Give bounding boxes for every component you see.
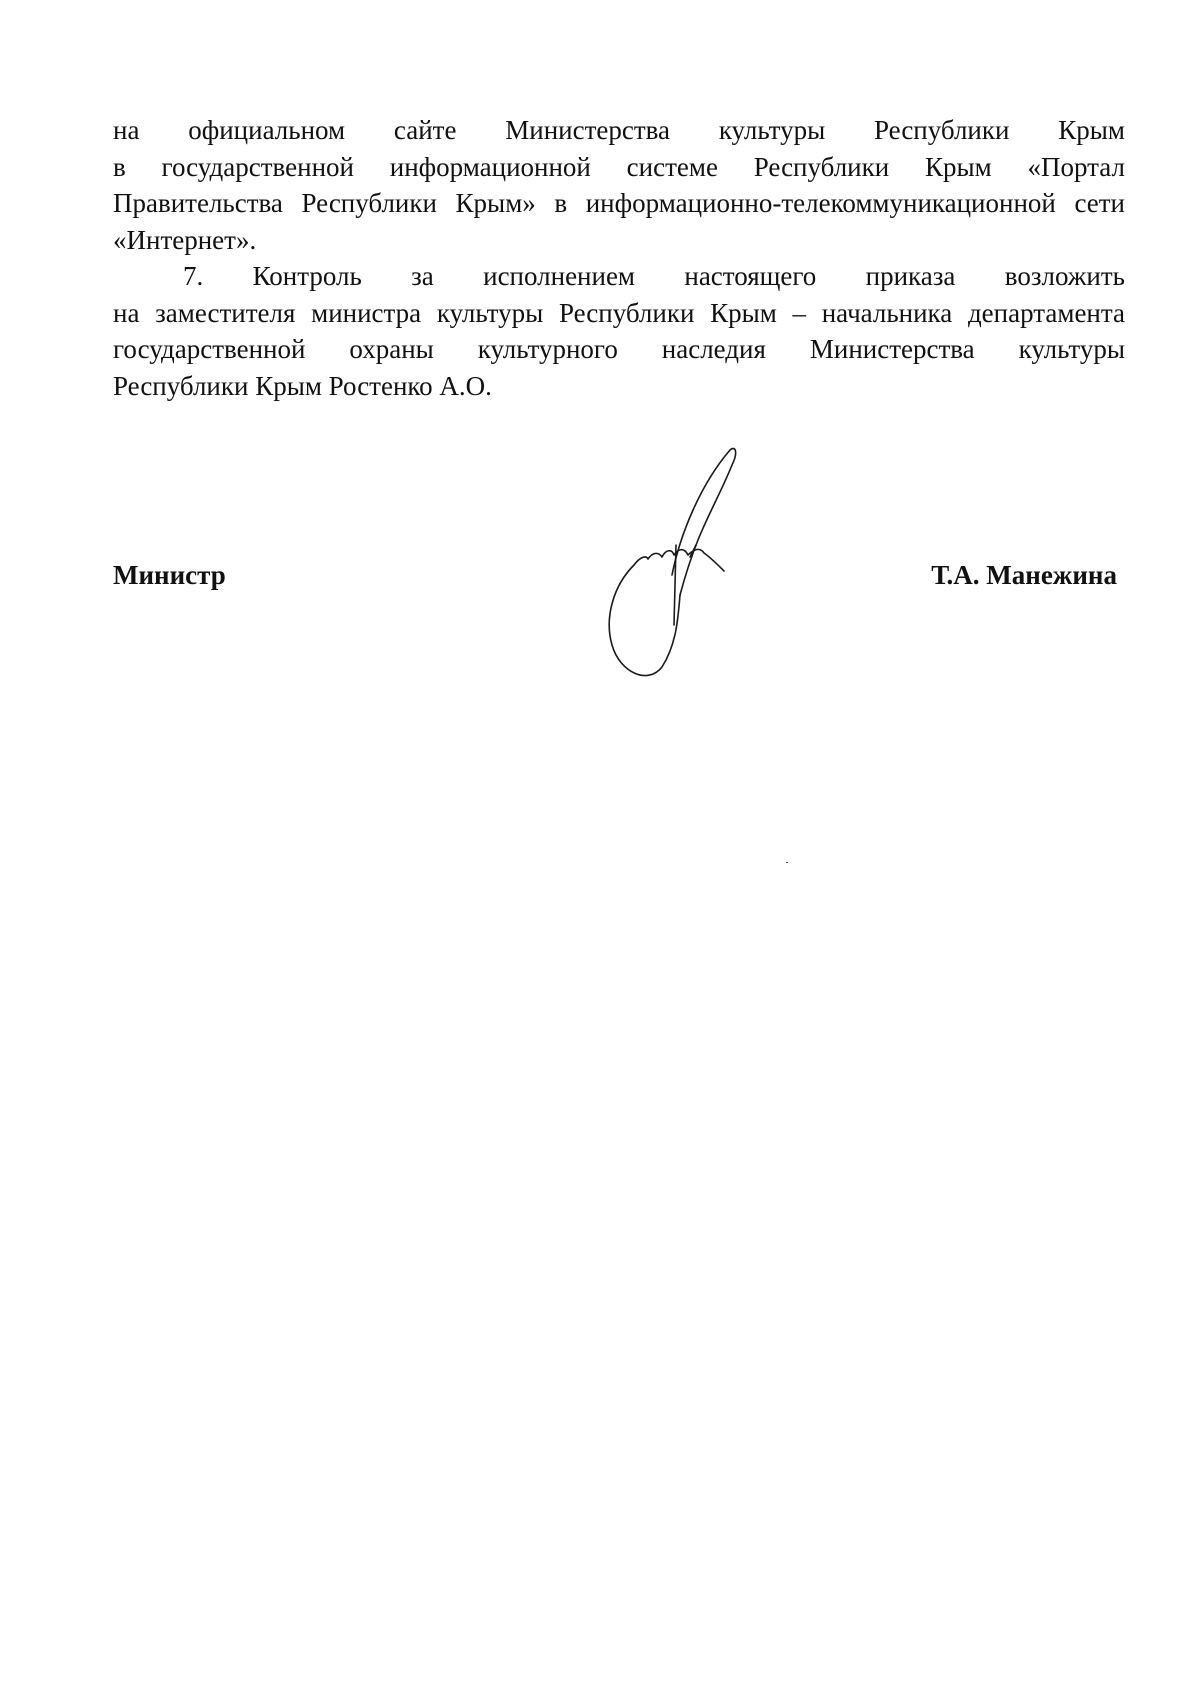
handwritten-signature-icon: [600, 445, 750, 680]
scan-speck: [786, 862, 788, 863]
signatory-title: Министр: [113, 560, 226, 590]
text-line: Республики Крым Ростенко А.О.: [113, 370, 492, 401]
text-line: Правительства Республики Крым» в информационно-телекоммуникационной сети: [113, 188, 1125, 218]
signatory-name: Т.А. Манежина: [931, 560, 1117, 590]
text-line: государственной охраны культурного наследия Министерства культуры: [113, 334, 1125, 364]
text-line: на заместителя министра культуры Республики Крым – начальника департамента: [113, 297, 1125, 328]
text-line: «Интернет».: [113, 224, 257, 255]
text-line: на официальном сайте Министерства культуры Республики Крым: [113, 115, 1125, 145]
text-line: в государственной информационной системе Республики Крым «Портал: [113, 151, 1125, 182]
text-line: 7. Контроль за исполнением настоящего приказа возложить: [183, 261, 1125, 291]
body-text: [113, 112, 1125, 404]
